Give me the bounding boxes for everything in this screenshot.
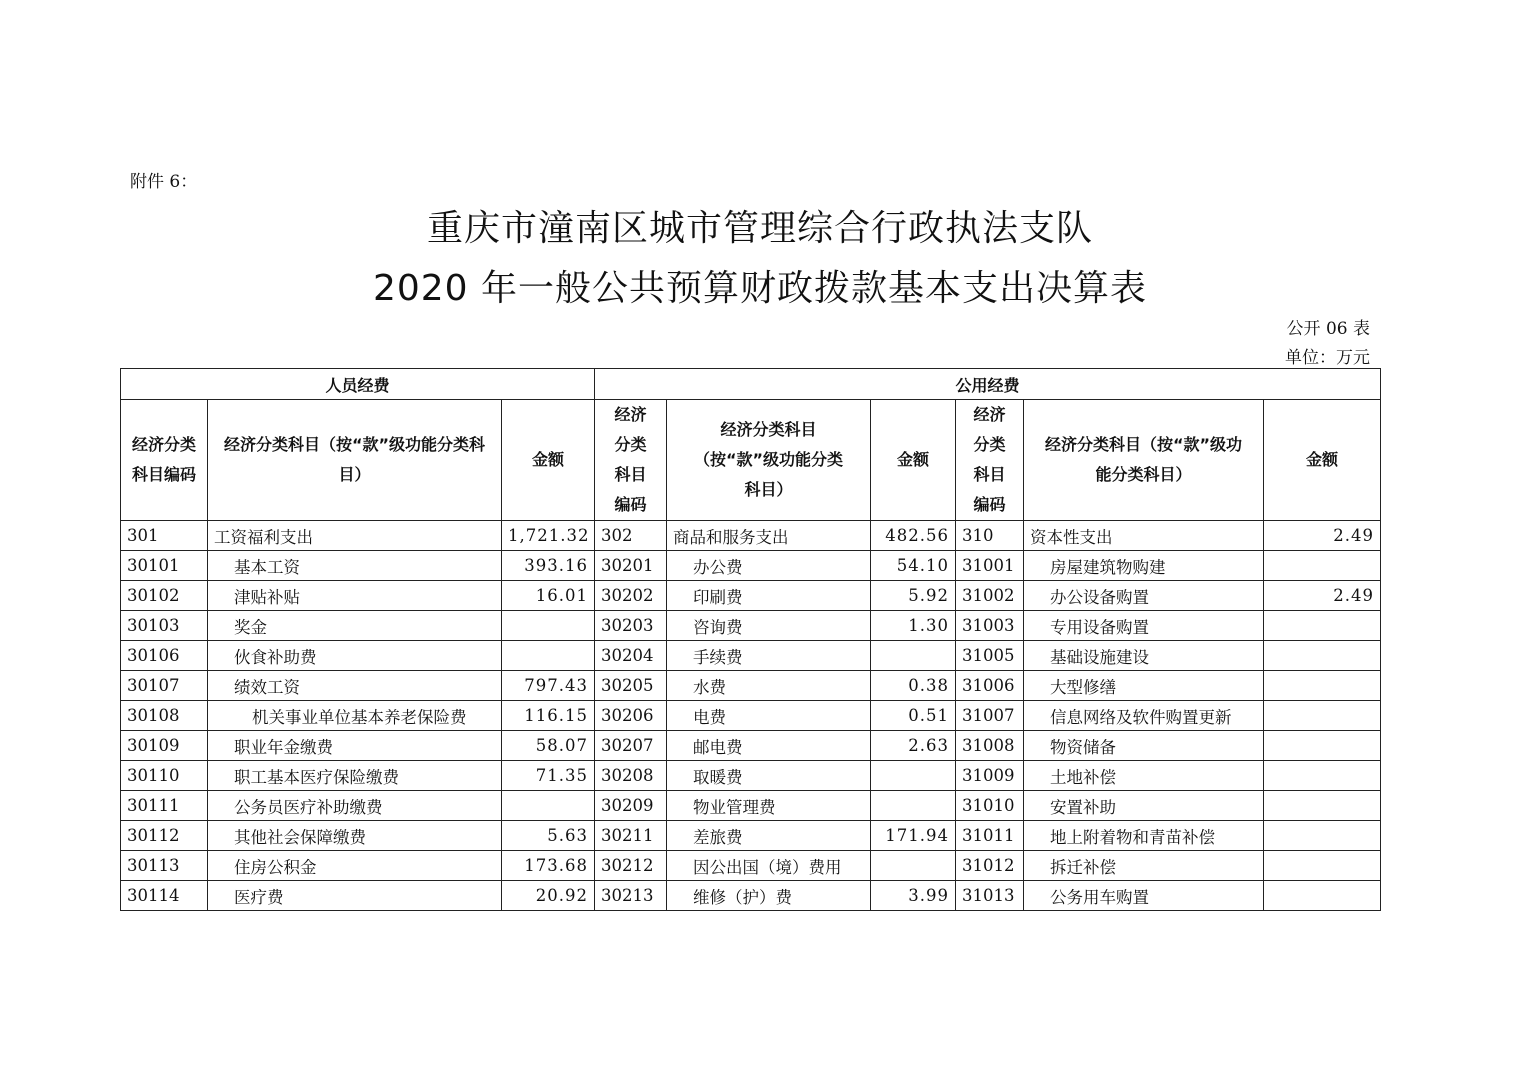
table-row (121, 641, 1381, 671)
personnel-amount: 58.07 (502, 731, 595, 761)
col-capital-name: 经济分类科目（按“款”级功能分类科目） (1024, 400, 1264, 521)
goods-code: 30203 (595, 611, 667, 641)
goods-code: 30207 (595, 731, 667, 761)
goods-code: 30212 (595, 851, 667, 881)
table-row (121, 701, 1381, 731)
personnel-amount: 116.15 (502, 701, 595, 731)
goods-name: 办公费 (667, 551, 871, 581)
capital-amount: 2.49 (1264, 521, 1381, 551)
personnel-amount (502, 641, 595, 671)
capital-amount (1264, 701, 1381, 731)
goods-name: 印刷费 (667, 581, 871, 611)
page-title-line2: 2020 年一般公共预算财政拨款基本支出决算表 (372, 268, 1148, 309)
goods-amount (871, 761, 956, 791)
goods-amount: 2.63 (871, 731, 956, 761)
personnel-code: 30108 (121, 701, 208, 731)
capital-code: 31013 (956, 881, 1024, 911)
table-row (121, 851, 1381, 881)
goods-amount: 171.94 (871, 821, 956, 851)
capital-amount (1264, 671, 1381, 701)
group-personnel: 人员经费 (121, 369, 595, 400)
group-header-row (121, 369, 1381, 400)
capital-code: 31007 (956, 701, 1024, 731)
capital-name: 房屋建筑物购建 (1024, 551, 1264, 581)
goods-name: 电费 (667, 701, 871, 731)
capital-amount (1264, 551, 1381, 581)
capital-code: 31010 (956, 791, 1024, 821)
goods-code: 30201 (595, 551, 667, 581)
capital-name: 公务用车购置 (1024, 881, 1264, 911)
capital-amount: 2.49 (1264, 581, 1381, 611)
goods-amount (871, 791, 956, 821)
personnel-amount (502, 611, 595, 641)
personnel-amount: 1,721.32 (502, 521, 595, 551)
goods-code: 30204 (595, 641, 667, 671)
personnel-amount: 393.16 (502, 551, 595, 581)
goods-code: 30206 (595, 701, 667, 731)
form-number: 公开 06 表 (1286, 319, 1370, 339)
capital-amount (1264, 641, 1381, 671)
table-row (121, 791, 1381, 821)
personnel-code: 30102 (121, 581, 208, 611)
capital-name: 资本性支出 (1024, 521, 1264, 551)
personnel-amount: 797.43 (502, 671, 595, 701)
capital-code: 31009 (956, 761, 1024, 791)
goods-name: 物业管理费 (667, 791, 871, 821)
group-public: 公用经费 (595, 369, 1381, 400)
goods-amount (871, 851, 956, 881)
goods-name: 维修（护）费 (667, 881, 871, 911)
attachment-label: 附件 6： (130, 172, 198, 192)
personnel-name: 机关事业单位基本养老保险费 (208, 701, 502, 731)
table-row (121, 731, 1381, 761)
capital-amount (1264, 611, 1381, 641)
personnel-name: 医疗费 (208, 881, 502, 911)
col-capital-code: 经济分类科目编码 (956, 400, 1024, 521)
personnel-name: 绩效工资 (208, 671, 502, 701)
capital-code: 31002 (956, 581, 1024, 611)
personnel-name: 伙食补助费 (208, 641, 502, 671)
table-row (121, 521, 1381, 551)
table-row (121, 611, 1381, 641)
goods-amount: 3.99 (871, 881, 956, 911)
goods-name: 邮电费 (667, 731, 871, 761)
goods-amount: 5.92 (871, 581, 956, 611)
table-row (121, 671, 1381, 701)
personnel-code: 30101 (121, 551, 208, 581)
capital-amount (1264, 761, 1381, 791)
personnel-code: 30114 (121, 881, 208, 911)
capital-name: 安置补助 (1024, 791, 1264, 821)
capital-name: 地上附着物和青苗补偿 (1024, 821, 1264, 851)
goods-name: 咨询费 (667, 611, 871, 641)
personnel-name: 基本工资 (208, 551, 502, 581)
personnel-code: 30109 (121, 731, 208, 761)
goods-name: 因公出国（境）费用 (667, 851, 871, 881)
personnel-amount: 20.92 (502, 881, 595, 911)
goods-name: 商品和服务支出 (667, 521, 871, 551)
capital-code: 310 (956, 521, 1024, 551)
personnel-code: 30112 (121, 821, 208, 851)
personnel-name: 职业年金缴费 (208, 731, 502, 761)
capital-amount (1264, 791, 1381, 821)
personnel-code: 30110 (121, 761, 208, 791)
goods-name: 取暖费 (667, 761, 871, 791)
table-row (121, 551, 1381, 581)
capital-name: 土地补偿 (1024, 761, 1264, 791)
col-capital-amount: 金额 (1264, 400, 1381, 521)
capital-amount (1264, 881, 1381, 911)
goods-name: 水费 (667, 671, 871, 701)
personnel-name: 住房公积金 (208, 851, 502, 881)
personnel-amount (502, 791, 595, 821)
unit-label: 单位：万元 (1285, 348, 1370, 368)
table-row (121, 821, 1381, 851)
personnel-code: 30106 (121, 641, 208, 671)
capital-code: 31001 (956, 551, 1024, 581)
capital-name: 物资储备 (1024, 731, 1264, 761)
col-goods-amount: 金额 (871, 400, 956, 521)
personnel-name: 津贴补贴 (208, 581, 502, 611)
table-row (121, 761, 1381, 791)
capital-code: 31012 (956, 851, 1024, 881)
personnel-amount: 71.35 (502, 761, 595, 791)
goods-code: 30205 (595, 671, 667, 701)
personnel-name: 奖金 (208, 611, 502, 641)
personnel-amount: 5.63 (502, 821, 595, 851)
capital-name: 大型修缮 (1024, 671, 1264, 701)
personnel-amount: 16.01 (502, 581, 595, 611)
col-goods-code: 经济分类科目编码 (595, 400, 667, 521)
personnel-name: 公务员医疗补助缴费 (208, 791, 502, 821)
col-goods-name: 经济分类科目（按“款”级功能分类科目） (667, 400, 871, 521)
capital-amount (1264, 821, 1381, 851)
goods-amount: 482.56 (871, 521, 956, 551)
goods-code: 30211 (595, 821, 667, 851)
capital-name: 基础设施建设 (1024, 641, 1264, 671)
col-personnel-amount: 金额 (502, 400, 595, 521)
capital-code: 31006 (956, 671, 1024, 701)
capital-amount (1264, 731, 1381, 761)
personnel-name: 工资福利支出 (208, 521, 502, 551)
capital-name: 办公设备购置 (1024, 581, 1264, 611)
capital-name: 拆迁补偿 (1024, 851, 1264, 881)
capital-code: 31003 (956, 611, 1024, 641)
table-row (121, 581, 1381, 611)
column-header-row (121, 400, 1381, 521)
goods-name: 差旅费 (667, 821, 871, 851)
goods-code: 30208 (595, 761, 667, 791)
personnel-name: 其他社会保障缴费 (208, 821, 502, 851)
capital-amount (1264, 851, 1381, 881)
personnel-code: 301 (121, 521, 208, 551)
goods-name: 手续费 (667, 641, 871, 671)
goods-amount: 0.38 (871, 671, 956, 701)
capital-code: 31005 (956, 641, 1024, 671)
personnel-code: 30113 (121, 851, 208, 881)
budget-table (120, 368, 1381, 911)
page-title-line1: 重庆市潼南区城市管理综合行政执法支队 (426, 208, 1093, 249)
personnel-name: 职工基本医疗保险缴费 (208, 761, 502, 791)
goods-amount: 0.51 (871, 701, 956, 731)
capital-code: 31008 (956, 731, 1024, 761)
col-personnel-name: 经济分类科目（按“款”级功能分类科目） (208, 400, 502, 521)
goods-code: 30202 (595, 581, 667, 611)
personnel-code: 30111 (121, 791, 208, 821)
personnel-amount: 173.68 (502, 851, 595, 881)
goods-amount (871, 641, 956, 671)
goods-code: 30209 (595, 791, 667, 821)
capital-code: 31011 (956, 821, 1024, 851)
personnel-code: 30103 (121, 611, 208, 641)
goods-code: 30213 (595, 881, 667, 911)
goods-amount: 54.10 (871, 551, 956, 581)
personnel-code: 30107 (121, 671, 208, 701)
goods-code: 302 (595, 521, 667, 551)
goods-amount: 1.30 (871, 611, 956, 641)
capital-name: 专用设备购置 (1024, 611, 1264, 641)
capital-name: 信息网络及软件购置更新 (1024, 701, 1264, 731)
col-personnel-code: 经济分类科目编码 (121, 400, 208, 521)
table-row (121, 881, 1381, 911)
